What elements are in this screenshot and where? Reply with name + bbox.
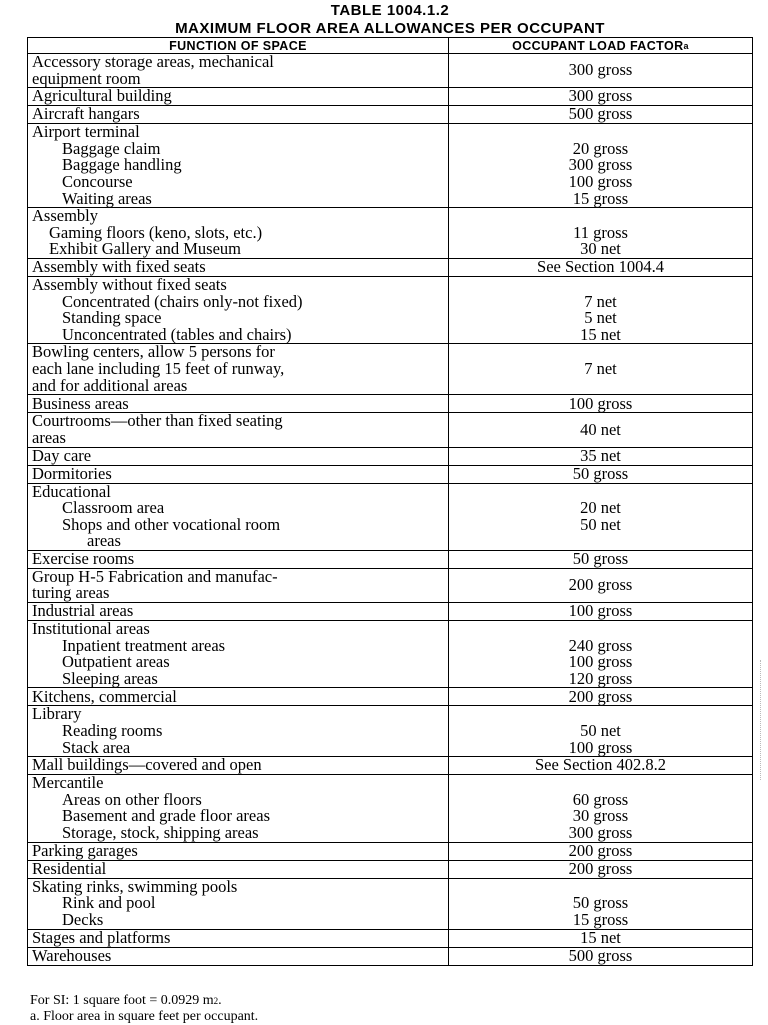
load-factor-value: 50 gross — [572, 463, 629, 483]
function-subitem: Basement and grade floor areas — [62, 806, 270, 826]
function-name: Exercise rooms — [32, 549, 135, 569]
function-cell — [28, 688, 449, 706]
load-factor-value: 35 net — [580, 445, 621, 465]
table-row — [28, 54, 753, 88]
function-subitem: Concourse — [62, 171, 133, 191]
load-factor-value: 20 gross — [572, 138, 629, 158]
table-footnotes — [30, 993, 258, 1025]
function-name: Industrial areas — [32, 601, 134, 621]
table-row — [28, 88, 753, 106]
function-cell — [28, 842, 449, 860]
table-row — [28, 568, 753, 602]
load-factor-value: 60 gross — [572, 789, 629, 809]
load-factor-value: See Section 1004.4 — [537, 257, 664, 277]
function-name: Mall buildings—covered and open — [32, 755, 262, 775]
load-factor-value: 200 gross — [568, 686, 633, 706]
load-factor-cell — [449, 860, 753, 878]
function-name: Institutional areas — [32, 619, 150, 639]
load-factor-cell — [449, 603, 753, 621]
function-cell — [28, 757, 449, 775]
function-name: Stages and platforms — [32, 927, 171, 947]
function-subitem: areas — [87, 531, 121, 551]
function-name: Kitchens, commercial — [32, 686, 177, 706]
function-subitem: Baggage handling — [62, 155, 182, 175]
load-factor-value: 40 net — [580, 419, 621, 439]
function-name: Parking garages — [32, 840, 138, 860]
function-name: Mercantile — [32, 773, 104, 793]
function-name: Airport terminal — [32, 122, 140, 142]
function-cell — [28, 483, 449, 550]
function-subitem: Storage, stock, shipping areas — [62, 823, 259, 842]
load-factor-cell — [449, 447, 753, 465]
load-factor-cell — [449, 276, 753, 343]
function-name: Accessory storage areas, mechanical — [32, 52, 274, 71]
function-subitem: Areas on other floors — [62, 789, 202, 809]
load-factor-value: 15 gross — [572, 188, 629, 208]
table-number: TABLE 1004.1.2 — [330, 2, 450, 19]
load-factor-cell — [449, 483, 753, 550]
occupant-load-table — [27, 37, 753, 966]
load-factor-value: 15 net — [580, 324, 621, 344]
function-name: Dormitories — [32, 463, 112, 483]
table-row — [28, 706, 753, 757]
load-factor-value: 15 net — [580, 927, 621, 947]
load-factor-value: 500 gross — [568, 104, 633, 124]
load-factor-value: 300 gross — [568, 60, 633, 80]
function-cell — [28, 106, 449, 124]
table-row — [28, 124, 753, 208]
load-factor-value: 11 gross — [573, 222, 628, 242]
load-factor-cell — [449, 54, 753, 88]
function-name: Assembly with fixed seats — [32, 257, 206, 277]
function-cell — [28, 550, 449, 568]
function-name: Courtrooms—other than fixed seating — [32, 411, 283, 431]
load-factor-cell — [449, 258, 753, 276]
load-factor-value: 200 gross — [568, 575, 633, 595]
function-cell — [28, 276, 449, 343]
function-subitem: Reading rooms — [62, 721, 163, 741]
load-factor-cell — [449, 568, 753, 602]
function-cell — [28, 344, 449, 395]
function-subitem: equipment room — [32, 68, 141, 88]
column-header-function: FUNCTION OF SPACE — [28, 38, 449, 54]
column-header-factor: OCCUPANT LOAD FACTOR$^a$ — [449, 38, 753, 54]
function-name: Business areas — [32, 393, 129, 413]
load-factor-value: 120 gross — [568, 668, 633, 688]
function-subitem: Classroom area — [62, 498, 165, 518]
function-cell — [28, 603, 449, 621]
si-conversion-note: For SI: 1 square foot = 0.0929 $m^2$. — [30, 993, 222, 1008]
table-row — [28, 344, 753, 395]
function-cell — [28, 878, 449, 929]
load-factor-cell — [449, 842, 753, 860]
function-subitem: Waiting areas — [62, 188, 152, 208]
function-name: Group H-5 Fabrication and manufac- — [32, 566, 278, 586]
load-factor-value: 300 gross — [568, 155, 633, 175]
function-cell — [28, 947, 449, 965]
load-factor-value: 50 gross — [572, 549, 629, 569]
load-factor-cell — [449, 208, 753, 259]
function-name: Educational — [32, 481, 111, 501]
load-factor-cell — [449, 106, 753, 124]
table-title: MAXIMUM FLOOR AREA ALLOWANCES PER OCCUPANT — [175, 20, 605, 37]
load-factor-value: 200 gross — [568, 858, 633, 878]
load-factor-cell — [449, 621, 753, 688]
load-factor-value: 50 gross — [572, 893, 629, 913]
function-cell — [28, 706, 449, 757]
load-factor-value: 7 net — [584, 359, 617, 379]
function-subitem: Unconcentrated (tables and chairs) — [62, 324, 292, 344]
load-factor-cell — [449, 775, 753, 842]
load-factor-value: 100 gross — [568, 601, 633, 621]
function-subitem: Sleeping areas — [62, 668, 158, 688]
load-factor-cell — [449, 550, 753, 568]
table-row — [28, 842, 753, 860]
load-factor-cell — [449, 947, 753, 965]
table-row — [28, 276, 753, 343]
function-name: Bowling centers, allow 5 persons for — [32, 342, 275, 362]
load-factor-value: 30 net — [580, 239, 621, 259]
function-name: Warehouses — [32, 945, 112, 965]
load-factor-cell — [449, 395, 753, 413]
function-cell — [28, 775, 449, 842]
load-factor-cell — [449, 706, 753, 757]
load-factor-value: 200 gross — [568, 840, 633, 860]
table-row — [28, 550, 753, 568]
table-row — [28, 413, 753, 447]
load-factor-value: 7 net — [584, 291, 617, 311]
function-subitem: Stack area — [62, 737, 131, 757]
page-edge-mark — [760, 660, 764, 780]
load-factor-value: 50 net — [580, 514, 621, 534]
table-row — [28, 775, 753, 842]
table-row — [28, 621, 753, 688]
function-cell — [28, 465, 449, 483]
function-cell — [28, 929, 449, 947]
function-subitem: areas — [32, 427, 66, 447]
load-factor-cell — [449, 688, 753, 706]
function-name: Day care — [32, 445, 92, 465]
table-row — [28, 757, 753, 775]
function-subitem: each lane including 15 feet of runway, — [32, 359, 285, 379]
load-factor-cell — [449, 124, 753, 208]
load-factor-cell — [449, 465, 753, 483]
function-name: Residential — [32, 858, 107, 878]
load-factor-value: 500 gross — [568, 945, 633, 965]
load-factor-value: 30 gross — [572, 806, 629, 826]
table-title-block — [26, 2, 754, 38]
load-factor-cell — [449, 88, 753, 106]
load-factor-cell — [449, 757, 753, 775]
table-row — [28, 947, 753, 965]
load-factor-value: 20 net — [580, 498, 621, 518]
table-row — [28, 878, 753, 929]
function-cell — [28, 258, 449, 276]
table-row — [28, 106, 753, 124]
table-row — [28, 465, 753, 483]
function-subitem: and for additional areas — [32, 375, 188, 395]
load-factor-value: 100 gross — [568, 393, 633, 413]
function-name: Skating rinks, swimming pools — [32, 876, 238, 896]
function-name: Assembly — [32, 206, 98, 226]
table-row — [28, 860, 753, 878]
function-cell — [28, 568, 449, 602]
function-subitem: Standing space — [62, 308, 162, 328]
table-row — [28, 395, 753, 413]
load-factor-value: 5 net — [584, 308, 617, 328]
function-cell — [28, 621, 449, 688]
function-subitem: Decks — [62, 909, 104, 929]
load-factor-value: 300 gross — [568, 86, 633, 106]
footnote-marker: a — [683, 40, 689, 51]
load-factor-value: 15 gross — [572, 909, 629, 929]
function-cell — [28, 208, 449, 259]
table-row — [28, 447, 753, 465]
function-name: Assembly without fixed seats — [32, 274, 227, 294]
function-subitem: turing areas — [32, 583, 110, 603]
table-row — [28, 603, 753, 621]
load-factor-value: See Section 402.8.2 — [534, 755, 667, 775]
load-factor-cell — [449, 413, 753, 447]
table-row — [28, 208, 753, 259]
function-subitem: Concentrated (chairs only-not fixed) — [62, 291, 303, 311]
load-factor-value: 300 gross — [568, 823, 633, 842]
load-factor-value: 100 gross — [568, 737, 633, 757]
table-row — [28, 929, 753, 947]
table-row — [28, 258, 753, 276]
footnote-a: a. Floor area in square feet per occupant. — [30, 1009, 259, 1024]
function-name: Library — [32, 704, 82, 724]
function-subitem: Rink and pool — [62, 893, 156, 913]
function-subitem: Exhibit Gallery and Museum — [49, 239, 242, 259]
function-cell — [28, 88, 449, 106]
function-subitem: Outpatient areas — [62, 652, 170, 672]
function-cell — [28, 413, 449, 447]
function-subitem: Inpatient treatment areas — [62, 635, 226, 655]
function-cell — [28, 860, 449, 878]
function-cell — [28, 124, 449, 208]
load-factor-value: 100 gross — [568, 652, 633, 672]
function-name: Aircraft hangars — [32, 104, 140, 124]
function-subitem: Gaming floors (keno, slots, etc.) — [49, 222, 263, 242]
table-row — [28, 483, 753, 550]
function-cell — [28, 447, 449, 465]
table-row — [28, 688, 753, 706]
function-name: Agricultural building — [32, 86, 172, 106]
load-factor-value: 50 net — [580, 721, 621, 741]
load-factor-value: 240 gross — [568, 635, 633, 655]
load-factor-cell — [449, 878, 753, 929]
load-factor-cell — [449, 344, 753, 395]
function-subitem: Baggage claim — [62, 138, 161, 158]
function-subitem: Shops and other vocational room — [62, 514, 281, 534]
function-cell — [28, 395, 449, 413]
function-cell — [28, 54, 449, 88]
load-factor-cell — [449, 929, 753, 947]
load-factor-value: 100 gross — [568, 171, 633, 191]
